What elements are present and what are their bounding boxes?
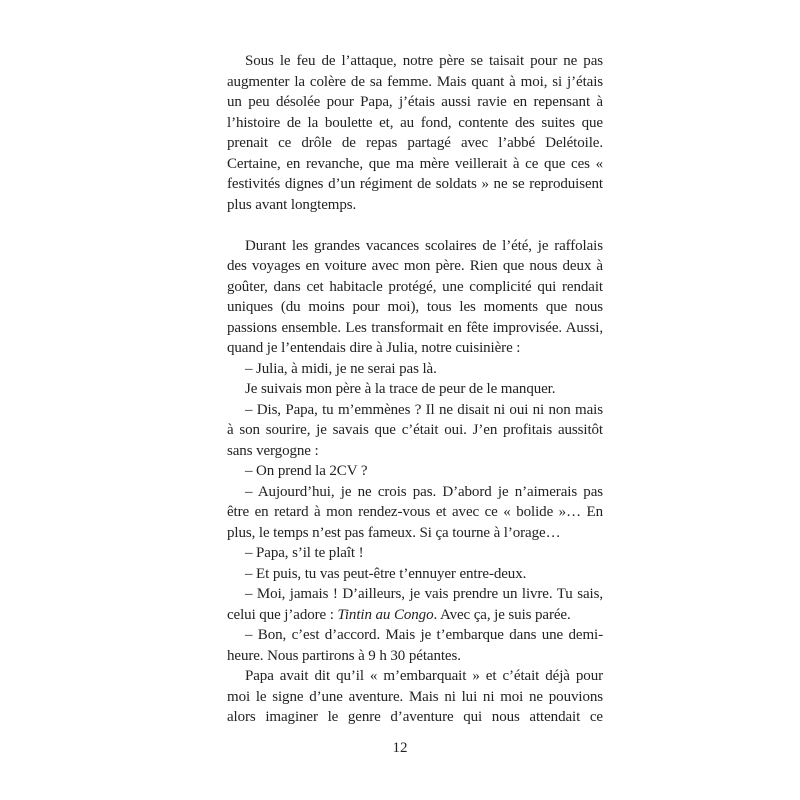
dialogue-line: – On prend la 2CV ? [245,463,368,479]
dialogue-line: – Bon, c’est d’accord. Mais je t’embarque dans une demi-heure. Nous partirons à 9 h 30 pétantes. [227,627,603,664]
dialogue-line: – Julia, à midi, je ne serai pas là. [245,360,437,377]
paragraph: Durant les grandes vacances scolaires de l’été, je raffolais des voyages en voiture avec mon père. Rien que nous deux à goûter, dans cet habitacle protégé, une complicité qui rendait uniques (du moins pour moi), tous les moments que nous passions ensemble. Les transformait en fête improvisée. Aussi, quand je l’entendais dire à Julia, notre cuisinière : [227,237,603,356]
dialogue-text: . Avec ça, je suis parée. [433,606,571,623]
dialogue-line: – Dis, Papa, tu m’emmènes ? Il ne disait ni oui ni non mais à son sourire, je savais que c’était oui. J’en profitais aussitôt sans vergogne : [227,401,603,459]
dialogue-line: – Papa, s’il te plaît ! [245,545,364,561]
paragraph: Je suivais mon père à la trace de peur de le manquer. [245,381,556,397]
dialogue-line [227,584,603,625]
paragraph: Papa avait dit qu’il « m’embarquait » et c’était déjà pour moi le signe d’une aventure. Mais ni lui ni moi ne pouvions alors imaginer le genre d’aventure qui nous attendait ce [227,668,603,725]
dialogue-line: – Aujourd’hui, je ne crois pas. D’abord je n’aimerais pas être en retard à mon rendez-vous et avec ce « bolide »… En plus, le temps n’est pas fameux. Si ça tourne à l’orage… [227,483,603,541]
body-text [227,51,603,728]
paragraph: Sous le feu de l’attaque, notre père se taisait pour ne pas augmenter la colère de sa femme. Mais quant à moi, si j’étais un peu désolée pour Papa, j’étais aussi ravie en repensant à l’histoire de la boulette et, au fond, contente des suites que prenait ce drôle de repas partagé avec l’abbé Delétoile. Certaine, en revanche, que ma mère veillerait à ce que ces « festivités dignes d’un régiment de soldats » ne se reproduisent plus avant longtemps. [227,53,603,213]
dialogue-line: – Et puis, tu vas peut-être t’ennuyer entre-deux. [245,565,527,582]
dialogue-text: – Moi, jamais ! D’ailleurs, je vais prendre un livre. Tu sais, celui que j’adore : [227,586,603,623]
book-title: Tintin au Congo [337,606,434,623]
page-number: 12 [392,740,408,756]
